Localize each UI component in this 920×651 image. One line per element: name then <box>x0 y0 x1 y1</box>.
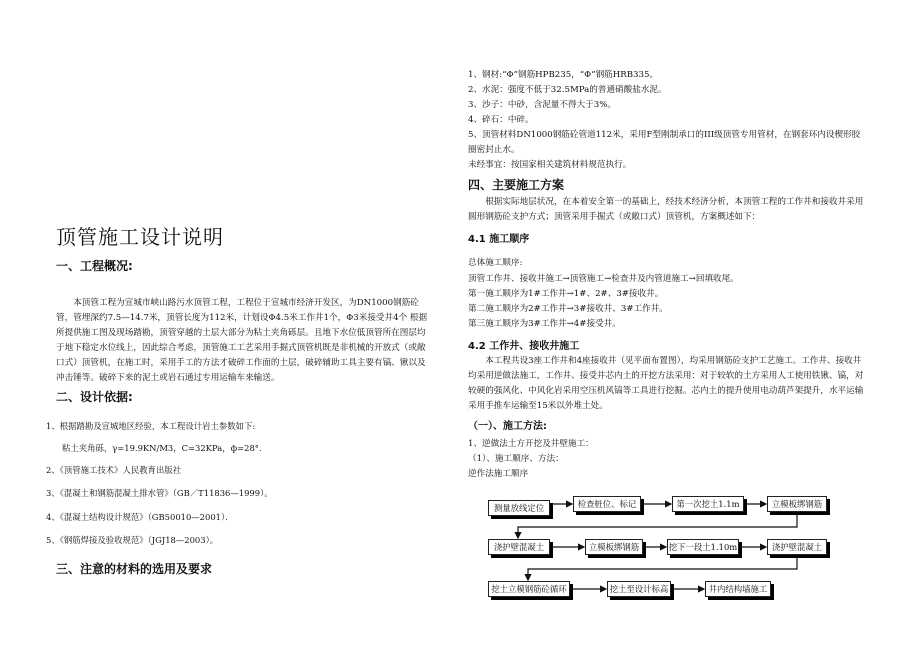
flow-step-survey-positioning: 测量放线定位 <box>488 500 550 516</box>
reference-item-5: 5、《钢筋焊接及验收规范》（JGJ18—2003）。 <box>46 535 219 545</box>
material-item: 2、水泥：强度不低于32.5MPa的普通硝酸盐水泥。 <box>468 85 667 95</box>
sequence-line: 第一施工顺序为1#工作井→1#、2#、3#接收井。 <box>468 289 664 299</box>
section-heading-shaft-construction: 4.2 工作井、接收井施工 <box>468 341 580 352</box>
flow-step-formwork-rebar-2: 立模板绑钢筋 <box>585 539 643 555</box>
flow-step-formwork-rebar: 立模板绑钢筋 <box>767 496 827 512</box>
sequence-line: 总体施工顺序: <box>468 258 523 268</box>
shaft-construction-paragraph: 本工程共设3座工作井和4座接收井（见平面布置图），均采用钢筋砼支护工艺施工。工作井、接收井均采用逆做法施工，工作井、接受井芯内土的开挖方法采用：对于较软的土方采用人工使用铁锹、镐，对较硬的强风化、中风化岩采用空压机风镐等工具进行挖掘。芯内土的提升使用电动葫芦架提升，水平运输采用手推车运输至15米以外堆土处。 <box>468 356 864 411</box>
flow-arrow <box>518 515 797 538</box>
page-title: 顶管施工设计说明 <box>56 225 224 249</box>
flow-arrow <box>528 558 797 580</box>
reference-item-1: 1、根据踏勘及宣城地区经验，本工程设计岩土参数如下: <box>46 421 256 431</box>
material-item: 3、沙子：中砂，含泥量不得大于3%。 <box>468 100 617 110</box>
soil-parameters: 粘土夹角砾，γ=19.9KN/M3，C=32KPa，ф=28°． <box>62 443 268 453</box>
reference-item-4: 4、《混凝土结构设计规范》（GB50010—2001）． <box>46 512 234 522</box>
material-item: 5、顶管材料DN1000钢筋砼管道112米，采用F型刚制承口的III级顶管专用管材，在钢套环内设楔形胶圈密封止水。 <box>468 130 861 155</box>
method-line: 逆作法施工顺序 <box>468 469 529 479</box>
section-heading-construction-plan: 四、主要施工方案 <box>468 178 565 192</box>
flow-step-pour-concrete: 浇护壁混凝土 <box>488 539 550 555</box>
construction-plan-paragraph: 根据实际地层状况，在本着安全第一的基础上，经技术经济分析，本顶管工程的工作井和接收井采用圆形钢筋砼支护方式；顶管采用手掘式（或敞口式）顶管机，方案概述如下： <box>468 197 864 222</box>
method-line: （1）、施工顺序、方法： <box>468 454 564 464</box>
section-heading-overview: 一、工程概况: <box>56 259 133 273</box>
flow-step-next-excavation: 挖下一段土1.10m <box>667 539 739 555</box>
section-heading-method: （一）、施工方法: <box>468 421 547 432</box>
section-heading-sequence: 4.1 施工顺序 <box>468 234 530 245</box>
material-item: 1、钢材:“Φ”钢筋HPB235，“Φ”钢筋HRB335。 <box>468 70 659 80</box>
sequence-line: 第二施工顺序为2#工作井→3#接收井、3#工作井。 <box>468 304 668 314</box>
material-item: 未经事宜：按国家相关建筑材料规范执行。 <box>468 160 632 170</box>
reference-item-3: 3、《混凝土和钢筋混凝土排水管》（GB／T11836—1999）。 <box>46 488 273 498</box>
reference-item-2: 2、《顶管施工技术》人民教育出版社 <box>46 465 182 475</box>
flow-step-inner-wall: 井内结构墙施工 <box>705 581 771 597</box>
material-item: 4、碎石：中碎。 <box>468 115 534 125</box>
flow-step-pour-concrete-2: 浇护壁混凝土 <box>767 539 827 555</box>
section-heading-materials: 三、注意的材料的选用及要求 <box>56 562 213 576</box>
sequence-line: 第三施工顺序为3#工作井→4#接受井。 <box>468 319 621 329</box>
flow-step-cycle: 挖土立模钢筋砼循环 <box>488 581 570 597</box>
overview-paragraph: 本顶管工程为宣城市峡山路污水顶管工程，工程位于宣城市经济开发区，为DN1000钢筋砼管，管埋深约7.5—14.7米，顶管长度为112米，计划设Φ4.5米工作井1个，Φ3米接受井4个 根据所提供施工图及现场踏勘，顶管穿越的土层大部分为粘土夹角砾层。且地下水位低顶管所在图层均于地下稳定水位线上，因此综合考虑，顶管施工工艺采用手掘式顶管机既是非机械的开放式（或敞口式）顶管机，在施工时，采用手工的方法才破碎工作面的土层，破碎辅助工具主要有镐、锹以及冲击锤等。破碎下来的泥土或岩石通过专用运输车来输送。 <box>56 298 428 383</box>
flow-step-check-pile-marks: 检查桩位、标记 <box>573 496 641 512</box>
sequence-line: 顶管工作井、接收井施工→顶管施工→检查井及内管道施工→回填收尾。 <box>468 274 739 284</box>
flow-step-design-elevation: 挖土至设计标高 <box>607 581 671 597</box>
method-line: 1、逆做法土方开挖及井壁施工： <box>468 439 594 449</box>
section-heading-design-basis: 二、设计依据: <box>56 390 133 404</box>
flow-step-first-excavation: 第一次挖土1.1m <box>672 496 744 512</box>
